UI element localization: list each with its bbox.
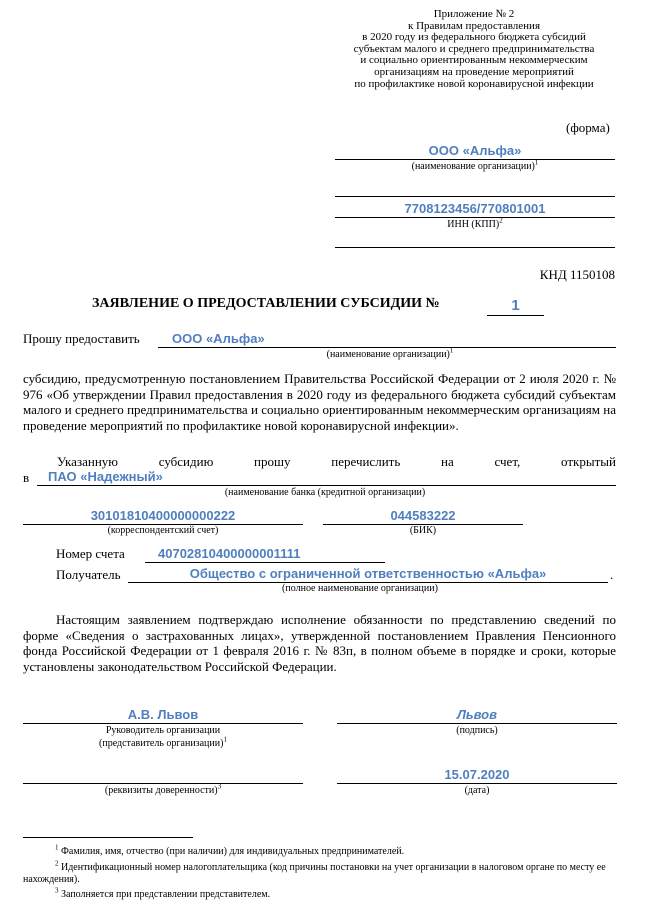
account-field[interactable]: 40702810400000001111 <box>158 546 301 561</box>
bank-name-field[interactable]: ПАО «Надежный» <box>48 469 163 484</box>
date-caption: (дата) <box>464 785 490 796</box>
bik-caption: (БИК) <box>409 525 437 536</box>
head-caption: Руководитель организации <box>105 725 221 736</box>
appendix-line: Приложение № 2 <box>433 8 515 20</box>
proxy-caption: (реквизиты доверенности)$^3$ <box>104 782 222 796</box>
head-name-underline <box>23 723 303 724</box>
appendix-line: по профилактике новой коронавирусной инфекции <box>354 77 594 90</box>
bank-name-caption: (наименование банка (кредитной организации) <box>224 487 426 498</box>
head-name-field[interactable]: А.В. Львов <box>127 707 199 722</box>
appendix-line: к Правилам предоставления <box>407 19 541 32</box>
org-name-caption: (наименование организации)$^1$ <box>411 158 539 172</box>
blank-underline <box>335 247 615 248</box>
request-paragraph: субсидию, предусмотренную постановлением Правительства Российской Федерации от 2 июля 2020 г. № 976 «Об утверждении Правил предоставления в 2020 году из федерального бюджета субсидий субъектам малого и среднего предпринимательства и социально ориентированным некоммерческим организациям на проведение мероприятий по профилактике новой коронавирусной инфекции». <box>23 371 616 433</box>
account-label: Номер счета <box>56 546 125 561</box>
signature-field[interactable]: Львов <box>457 707 497 722</box>
transfer-word: прошу <box>254 454 291 469</box>
number-underline <box>487 315 544 316</box>
transfer-word: на <box>441 454 454 469</box>
inn-kpp-underline <box>335 217 615 218</box>
inn-kpp-caption: ИНН (КПП)$^2$ <box>447 216 503 230</box>
appendix-line: в 2020 году из федерального бюджета субсидий <box>362 31 586 44</box>
appendix-line: субъектам малого и среднего предпринимательства <box>353 42 595 55</box>
knd-code: КНД 1150108 <box>539 267 615 282</box>
appendix-line: организациям на проведение мероприятий <box>374 66 574 78</box>
transfer-word: открытый <box>561 454 616 469</box>
blank-underline <box>335 196 615 197</box>
confirmation-paragraph: Настоящим заявлением подтверждаю исполнение обязанности по представлению сведений по форме «Сведения о застрахованных лицах», утвержденной постановлением Правления Пенсионного фонда Российской Федерации от 1 февраля 2016 г. № 83п, в полном объеме в порядке и сроки, которые установлены законодательством Российской Федерации. <box>23 612 616 674</box>
footnote: $^1$ Фамилия, имя, отчество (при наличии) для индивидуальных предпринимателей. <box>55 843 405 857</box>
request-label: Прошу предоставить <box>23 331 140 346</box>
form-label: (форма) <box>566 120 610 135</box>
corr-account-field[interactable]: 30101810400000000222 <box>90 508 236 523</box>
footnote: $^3$ Заполняется при представлении представителем. <box>55 886 271 900</box>
footnote: $^2$ Идентификационный номер налогоплательщика (код причины постановки на учет организации в налоговом органе по месту ее нахождения). <box>23 859 606 885</box>
recipient-label: Получатель <box>56 567 121 582</box>
bank-name-underline <box>37 485 616 486</box>
footnote-separator <box>23 837 193 838</box>
signature-underline <box>337 723 617 724</box>
request-org-underline <box>158 347 616 348</box>
recipient-field[interactable]: Общество с ограниченной ответственностью «Альфа» <box>189 566 547 581</box>
request-org-caption: (наименование организации)$^1$ <box>326 346 454 360</box>
proxy-underline <box>23 783 303 784</box>
signature-caption: (подпись) <box>456 725 498 736</box>
transfer-word: счет, <box>494 454 521 469</box>
transfer-line <box>23 454 616 470</box>
org-name-field[interactable]: ООО «Альфа» <box>428 143 522 158</box>
account-underline <box>145 562 385 563</box>
request-org-field[interactable]: ООО «Альфа» <box>172 331 265 346</box>
bank-prefix: в <box>23 470 30 485</box>
date-underline <box>337 783 617 784</box>
recipient-caption: (полное наименование организации) <box>282 583 438 594</box>
recipient-end: . <box>610 567 614 582</box>
org-name-underline <box>335 159 615 160</box>
application-number[interactable]: 1 <box>511 297 520 314</box>
corr-account-caption: (корреспондентский счет) <box>107 525 219 536</box>
transfer-word: перечислить <box>331 454 401 469</box>
page-title: ЗАЯВЛЕНИЕ О ПРЕДОСТАВЛЕНИИ СУБСИДИИ № <box>92 296 440 311</box>
head-caption-2: (представитель организации)$^1$ <box>99 735 227 749</box>
appendix-line: и социально ориентированным некоммерческим <box>360 54 588 67</box>
date-field[interactable]: 15.07.2020 <box>444 767 510 782</box>
transfer-word: субсидию <box>158 454 214 469</box>
inn-kpp-field[interactable]: 7708123456/770801001 <box>404 201 546 216</box>
bik-field[interactable]: 044583222 <box>390 508 456 523</box>
transfer-word: Указанную <box>57 454 118 469</box>
